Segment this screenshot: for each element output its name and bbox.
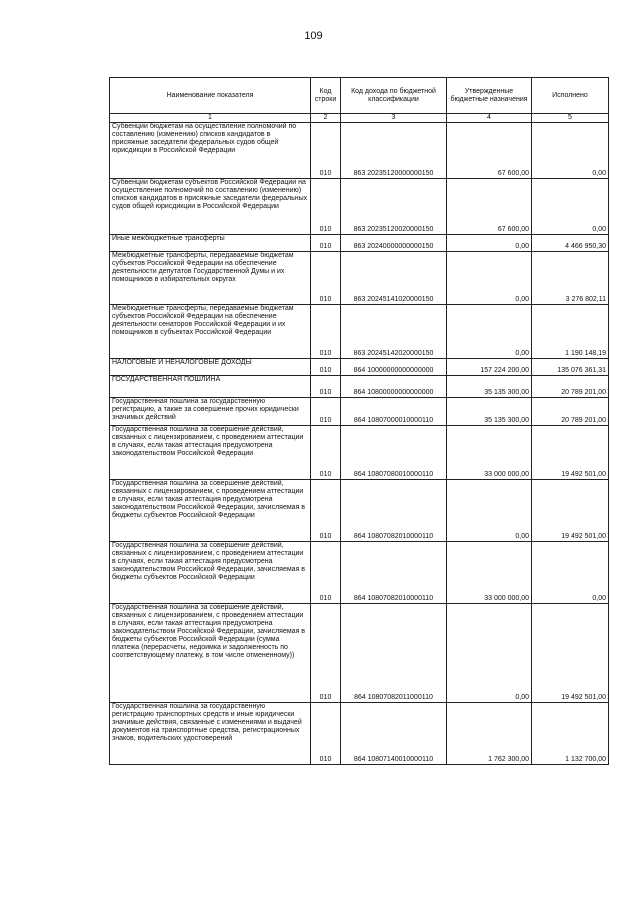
row-executed: 0,00 [532,542,609,604]
row-income-code: 864 10807080010000110 [341,426,447,480]
row-line-code: 010 [311,235,341,252]
row-executed: 20 789 201,00 [532,398,609,426]
row-income-code: 864 10000000000000000 [341,359,447,376]
row-line-code: 010 [311,123,341,179]
row-executed: 3 276 802,11 [532,252,609,305]
table-row [110,542,609,604]
row-approved: 0,00 [447,252,532,305]
table-body [110,123,609,765]
row-executed: 4 466 950,30 [532,235,609,252]
row-income-code: 864 10807082010000110 [341,480,447,542]
row-executed: 1 132 700,00 [532,703,609,765]
row-line-code: 010 [311,305,341,359]
row-line-code: 010 [311,703,341,765]
column-number: 2 [311,114,341,123]
row-name: Иные межбюджетные трансферты [110,235,311,252]
row-income-code: 863 20245142020000150 [341,305,447,359]
table-row [110,426,609,480]
header-executed: Исполнено [532,78,609,114]
row-name: Межбюджетные трансферты, передаваемые бюджетам субъектов Российской Федерации на обеспечение деятельности депутатов Государственной Думы и их помощников в избирательных округах [110,252,311,305]
row-executed: 19 492 501,00 [532,604,609,703]
row-approved: 33 000 000,00 [447,426,532,480]
row-approved: 67 600,00 [447,179,532,235]
row-executed: 20 789 201,00 [532,376,609,398]
row-line-code: 010 [311,542,341,604]
row-name: Субвенции бюджетам субъектов Российской Федерации на осуществление полномочий по составлению (изменению) списков кандидатов в присяжные заседатели федеральных судов общей юрисдикции в Российской Федерации [110,179,311,235]
page-number: 109 [304,30,323,42]
row-approved: 67 600,00 [447,123,532,179]
row-name: ГОСУДАРСТВЕННАЯ ПОШЛИНА [110,376,311,398]
row-approved: 33 000 000,00 [447,542,532,604]
column-number-row [110,114,609,123]
row-name: НАЛОГОВЫЕ И НЕНАЛОГОВЫЕ ДОХОДЫ [110,359,311,376]
row-approved: 0,00 [447,235,532,252]
row-line-code: 010 [311,359,341,376]
row-executed: 1 190 148,19 [532,305,609,359]
table-row [110,604,609,703]
column-number: 5 [532,114,609,123]
row-name: Государственная пошлина за совершение действий, связанных с лицензированием, с проведением аттестации в случаях, если такая аттестация предусмотрена законодательством Российской Федерации [110,426,311,480]
row-line-code: 010 [311,398,341,426]
column-number: 3 [341,114,447,123]
table-row [110,398,609,426]
row-income-code: 864 10807082010000110 [341,542,447,604]
row-line-code: 010 [311,480,341,542]
header-line-code: Код строки [311,78,341,114]
row-name: Государственная пошлина за совершение действий, связанных с лицензированием, с проведением аттестации в случаях, если такая аттестация предусмотрена законодательством Российской Федерации, зачисляемая в бюджеты субъектов Российской Федерации [110,542,311,604]
row-income-code: 864 10807082011000110 [341,604,447,703]
table-row [110,703,609,765]
header-approved: Утвержденные бюджетные назначения [447,78,532,114]
column-number: 4 [447,114,532,123]
row-line-code: 010 [311,252,341,305]
row-approved: 157 224 200,00 [447,359,532,376]
row-executed: 19 492 501,00 [532,480,609,542]
row-line-code: 010 [311,179,341,235]
row-name: Государственная пошлина за государственную регистрацию, а также за совершение прочих юридически значимых действий [110,398,311,426]
row-executed: 135 076 361,31 [532,359,609,376]
budget-table [109,77,609,765]
table-row [110,359,609,376]
table-row [110,305,609,359]
table-row [110,252,609,305]
row-name: Государственная пошлина за совершение действий, связанных с лицензированием, с проведением аттестации в случаях, если такая аттестация предусмотрена законодательством Российской Федерации, зачисляемая в бюджеты субъектов Российской Федерации (сумма платежа (перерасчеты, недоимка и задолженность по соответствующему платежу, в том числе отмененному)) [110,604,311,703]
row-income-code: 863 20235120020000150 [341,179,447,235]
row-approved: 35 135 300,00 [447,376,532,398]
row-line-code: 010 [311,426,341,480]
column-number: 1 [110,114,311,123]
row-name: Государственная пошлина за совершение действий, связанных с лицензированием, с проведением аттестации в случаях, если такая аттестация предусмотрена законодательством Российской Федерации, зачисляемая в бюджеты субъектов Российской Федерации [110,480,311,542]
table-row [110,123,609,179]
row-name: Субвенции бюджетам на осуществление полномочий по составлению (изменению) списков кандидатов в присяжные заседатели федеральных судов общей юрисдикции в Российской Федерации [110,123,311,179]
table-row [110,480,609,542]
row-line-code: 010 [311,604,341,703]
row-approved: 0,00 [447,480,532,542]
row-executed: 0,00 [532,179,609,235]
row-approved: 35 135 300,00 [447,398,532,426]
row-executed: 0,00 [532,123,609,179]
table-header [110,78,609,123]
row-income-code: 863 20245141020000150 [341,252,447,305]
row-income-code: 864 10800000000000000 [341,376,447,398]
row-name: Государственная пошлина за государственную регистрацию транспортных средств и иные юридически значимые действия, связанные с изменениями и выдачей документов на транспортные средства, регистрационных знаков, водительских удостоверений [110,703,311,765]
header-income-code: Код дохода по бюджетной классификации [341,78,447,114]
row-line-code: 010 [311,376,341,398]
row-executed: 19 492 501,00 [532,426,609,480]
row-name: Межбюджетные трансферты, передаваемые бюджетам субъектов Российской Федерации на обеспечение деятельности сенаторов Российской Федерации и их помощников в субъектах Российской Федерации [110,305,311,359]
table-row [110,179,609,235]
row-income-code: 863 20235120000000150 [341,123,447,179]
header-name: Наименование показателя [110,78,311,114]
row-income-code: 863 20240000000000150 [341,235,447,252]
row-income-code: 864 10807000010000110 [341,398,447,426]
row-approved: 1 762 300,00 [447,703,532,765]
row-income-code: 864 10807140010000110 [341,703,447,765]
table-row [110,376,609,398]
row-approved: 0,00 [447,604,532,703]
table-row [110,235,609,252]
row-approved: 0,00 [447,305,532,359]
